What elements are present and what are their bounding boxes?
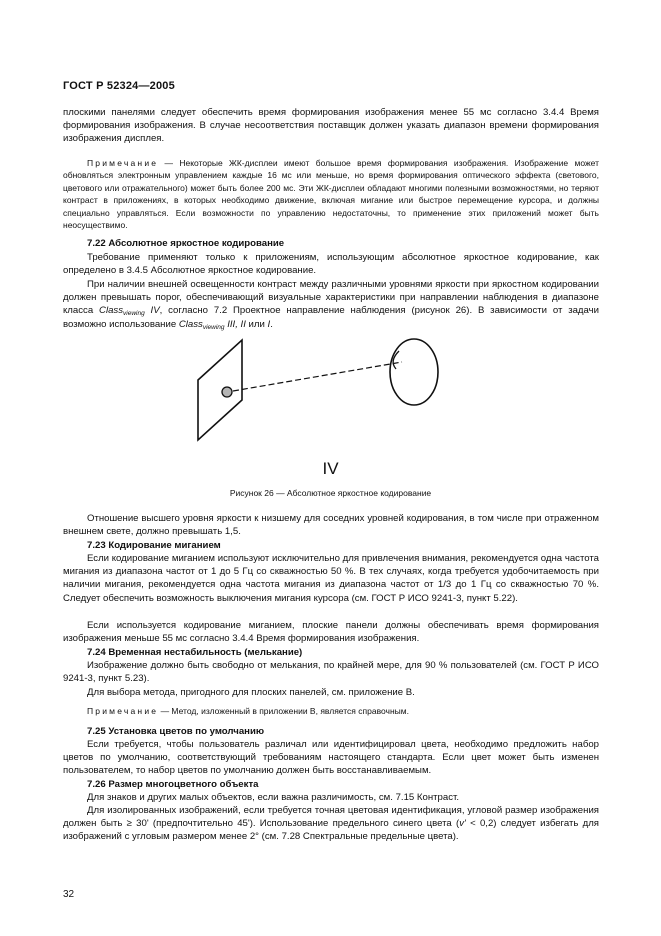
section-7-24-paragraph-1: Изображение должно быть свободно от мелькания, по крайней мере, для 90 % пользователей (см. ГОСТ Р ИСО 9241-3, пункт 5.23).: [63, 660, 599, 685]
viewing-direction-figure: [190, 335, 450, 445]
section-7-22-paragraph-1: Требование применяют только к приложениям, использующим абсолютное яркостное кодирование, как определено в 3.4.5 Абсолютное яркостное кодирование.: [63, 252, 599, 277]
contrast-ratio-paragraph: Отношение высшего уровня яркости к низшему для соседних уровней кодирования, в том числе при отраженном внешнем свете, должно превышать 1,5.: [63, 513, 599, 538]
section-7-23-paragraph-1: Если кодирование миганием используют исключительно для привлечения внимания, рекомендуется одна частота мигания из диапазона частот от 1 до 5 Гц со скважностью 50 %. В тех случаях, когда требуется удобочитаемость при наличии мигания, рекомендуется одна частота мигания из диапазона частот от 1/3 до 1 Гц со скважностью 70 %. Следует обеспечить возможность выключения мигания курсора (см. ГОСТ Р ИСО 9241-3, пункт 5.22).: [63, 553, 599, 604]
figure-label: IV: [322, 459, 339, 478]
section-7-26-paragraph-1: Для знаков и других малых объектов, если важна различимость, см. 7.15 Контраст.: [87, 792, 460, 803]
document-header: ГОСТ Р 52324—2005: [63, 80, 175, 92]
note-2: [63, 705, 599, 717]
class-viewing-term: Class$_{viewing}$ IV: [99, 305, 160, 318]
section-7-23-heading: 7.23 Кодирование миганием: [87, 540, 221, 551]
class-viewing-term-2: Class$_{viewing}$ III, II: [178, 318, 246, 331]
section-7-22-heading: 7.22 Абсолютное яркостное кодирование: [87, 238, 285, 249]
eye-icon: [390, 339, 438, 405]
section-7-26-heading: 7.26 Размер многоцветного объекта: [87, 779, 259, 790]
line-of-sight: [233, 362, 402, 391]
luminance-target-dot: [222, 387, 232, 397]
note-2-label: Примечание: [87, 706, 159, 716]
section-7-23-paragraph-2: Если используется кодирование миганием, плоские панели должны обеспечивать время формирования изображения меньше 55 мс согласно 3.4.4 Время формирования изображения.: [63, 620, 599, 645]
note-1-text: — Некоторые ЖК-дисплеи имеют большое время формирования изображения. Изображение может обновляться электронным управлением каждые 16 мс или меньше, но время формирования оптического эффекта (светового, цветового или отражательного) может быть более 200 мс. Эти ЖК-дисплеи обладают многими полезными возможностями, но теряют контраст в приложениях, в которых необходимо движение, включая мигание или быстрое перемещение курсора, и должны специально управляться. Если возможности по управлению недостаточны, то применение этих приложений может быть неосуществимо.: [63, 158, 599, 231]
section-7-24-paragraph-2: Для выбора метода, пригодного для плоских панелей, см. приложение В.: [87, 687, 415, 698]
section-7-25-heading: 7.25 Установка цветов по умолчанию: [87, 726, 265, 737]
figure-caption: Рисунок 26 — Абсолютное яркостное кодирование: [229, 488, 432, 498]
note-1-label: Примечание: [87, 158, 159, 168]
section-7-25-paragraph-1: Если требуется, чтобы пользователь различал или идентифицировал цвета, необходимо предложить набор цветов по умолчанию, соответствующий требованиям настоящего стандарта. Если цвет может быть изменен пользователем, то набор цветов по умолчанию должен быть восстанавливаемым.: [63, 739, 599, 777]
section-7-24-heading: 7.24 Временная нестабильность (мелькание): [87, 647, 303, 658]
note-2-text: — Метод, изложенный в приложении В, является справочным.: [158, 706, 409, 716]
note-1: [63, 157, 599, 231]
section-7-22-paragraph-2: При наличии внешней освещенности контраст между различными уровнями яркости при яркостном кодировании должен превышать порог, обеспечивающий визуальные характеристики при направлении наблюдения в диапазоне класса Class$_{viewing}$ IV, согласно 7.2 Проектное направление наблюдения (рисунок 26). В зависимости от задачи возможно использование Class$_{viewing}$ III, II или I.: [63, 279, 600, 331]
page-number: 32: [63, 889, 75, 900]
intro-paragraph: плоскими панелями следует обеспечить время формирования изображения менее 55 мс согласно 3.4.4 Время формирования изображения. В случае несоответствия поставщик должен указать диапазон времени формирования изображения дисплея.: [63, 107, 599, 145]
section-7-26-paragraph-2: Для изолированных изображений, если требуется точная цветовая идентификация, угловой размер изображения должен быть ≥ 30' (предпочтительно 45'). Использование предельного синего цвета (v' < 0,2) следует избегать для изображений с угловым размером менее 2° (см. 7.28 Спектральные предельные цвета).: [63, 805, 599, 843]
